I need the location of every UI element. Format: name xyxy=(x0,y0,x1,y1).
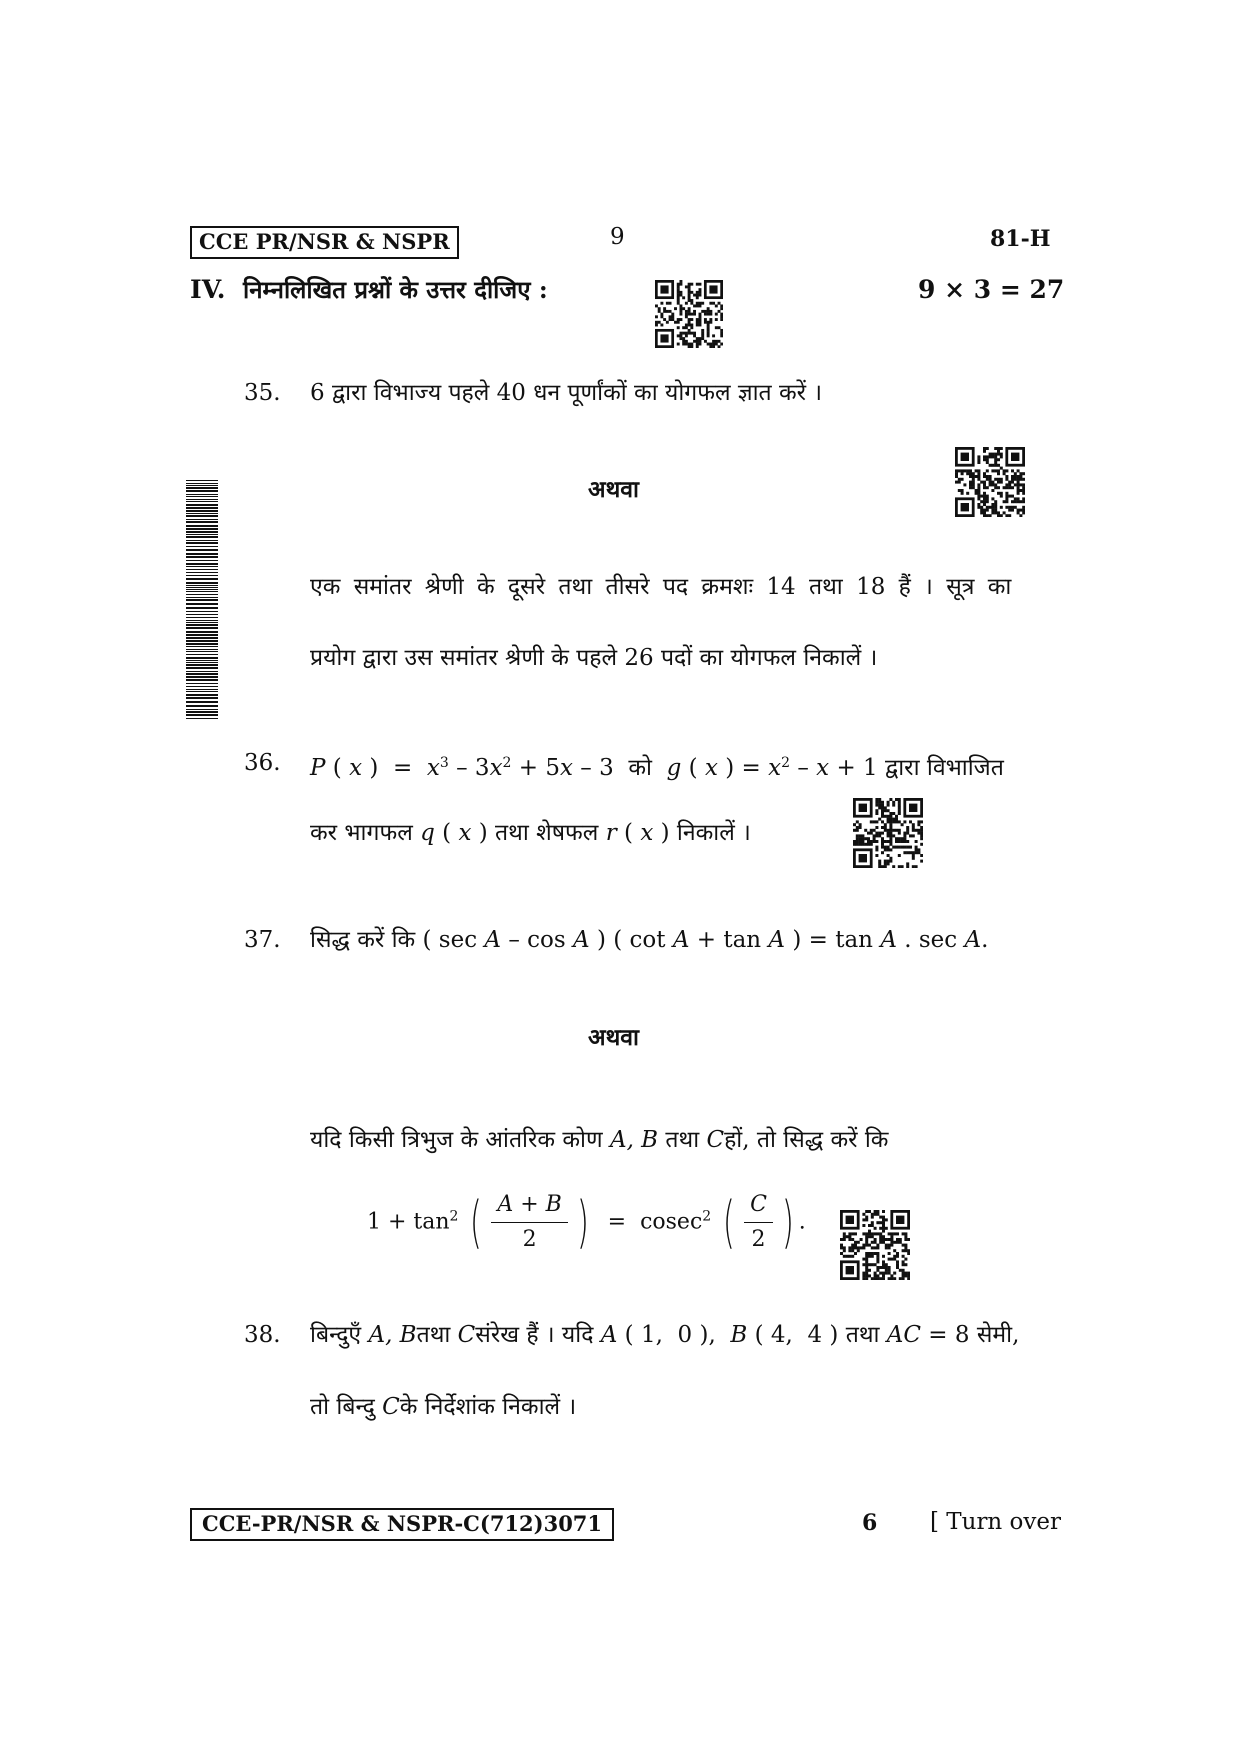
q37-equation: $1 + \tan^2$ ( $\frac{A + B}{2}$ ) = cosec$^2$ ( $\frac{C}{2}$ ) . xyxy=(367,1189,806,1255)
q38-line1-a: बिन्दुएँ xyxy=(310,1322,362,1348)
qr-code-q36 xyxy=(853,798,923,868)
q37-alt-line1-c: हों, तो सिद्ध करें कि xyxy=(724,1127,889,1153)
q36-line1 xyxy=(310,748,1004,783)
q36-word-ko: को xyxy=(628,755,652,781)
q37-alt-line1-a: यदि किसी त्रिभुज के आंतरिक कोण xyxy=(310,1127,603,1153)
footer-code: CCE-PR/NSR & NSPR-C(712)3071 xyxy=(190,1508,614,1541)
page-number: 9 xyxy=(610,224,625,250)
q36-line2: कर भागफल q ( x ) तथा शेषफल r ( x ) निकालें । xyxy=(310,820,751,846)
q37-identity: ( sec A – cos A ) ( cot A + tan A ) = tan A . sec A. xyxy=(422,927,989,953)
q36-line2-mid: तथा शेषफल xyxy=(495,820,599,846)
footer-sheet-number: 6 xyxy=(862,1510,878,1536)
q37-alt-line1: यदि किसी त्रिभुज के आंतरिक कोण A, B तथा Cहों, तो सिद्ध करें कि xyxy=(310,1127,889,1153)
q38-line2-b: के निर्देशांक निकालें । xyxy=(399,1394,577,1420)
q38-line1-e: सेमी, xyxy=(976,1322,1020,1348)
q36-polynomial-p: P ( x ) = $x^3 - 3x^2 + 5x - 3$ xyxy=(310,755,614,781)
section-marks: 9 × 3 = 27 xyxy=(918,275,1065,304)
section-roman: IV. xyxy=(190,275,226,304)
q35-number: 35. xyxy=(244,380,281,406)
q36-polynomial-g: g ( x ) = $x^2 - x + 1$ xyxy=(666,755,878,781)
q35-text: 6 द्वारा विभाज्य पहले 40 धन पूर्णांकों का योगफल ज्ञात करें । xyxy=(310,380,823,406)
q38-number: 38. xyxy=(244,1322,281,1348)
q35-or-label: अथवा xyxy=(588,476,640,503)
q37-or-label: अथवा xyxy=(588,1024,640,1051)
qr-code-q37 xyxy=(840,1210,910,1280)
q38-line1-c: संरेख हैं । यदि xyxy=(475,1322,594,1348)
header-code-right: 81-H xyxy=(990,226,1051,252)
q37-prefix: सिद्ध करें कि xyxy=(310,927,416,953)
q37-number: 37. xyxy=(244,927,281,953)
q35-alt-line2: प्रयोग द्वारा उस समांतर श्रेणी के पहले 26 पदों का योगफल निकालें । xyxy=(310,645,878,671)
q37-line xyxy=(310,925,988,955)
header-code-left: CCE PR/NSR & NSPR xyxy=(190,226,459,259)
qr-code-section xyxy=(655,280,723,348)
q36-word-dvara: द्वारा विभाजित xyxy=(885,755,1004,781)
q38-line2-a: तो बिन्दु xyxy=(310,1394,375,1420)
q38-line1: बिन्दुएँ A, Bतथा Cसंरेख हैं । यदि A ( 1, 0 ), B ( 4, 4 ) तथा AC = 8 सेमी, xyxy=(310,1322,1020,1348)
q38-line1-b: तथा xyxy=(416,1322,451,1348)
section-instruction: निम्नलिखित प्रश्नों के उत्तर दीजिए : xyxy=(243,275,548,304)
q37-alt-line1-b: तथा xyxy=(665,1127,700,1153)
q36-line2-end: निकालें । xyxy=(676,820,751,846)
barcode xyxy=(186,480,218,724)
q35-alt-line1: एक समांतर श्रेणी के दूसरे तथा तीसरे पद क्रमशः 14 तथा 18 हैं । सूत्र का xyxy=(310,574,1012,600)
q38-line1-d: तथा xyxy=(845,1322,880,1348)
qr-code-q35 xyxy=(955,447,1025,517)
q36-number: 36. xyxy=(244,750,281,776)
footer-turn-over: [ Turn over xyxy=(930,1509,1062,1535)
q36-line2-prefix: कर भागफल xyxy=(310,820,413,846)
q38-line2: तो बिन्दु Cके निर्देशांक निकालें । xyxy=(310,1394,577,1420)
